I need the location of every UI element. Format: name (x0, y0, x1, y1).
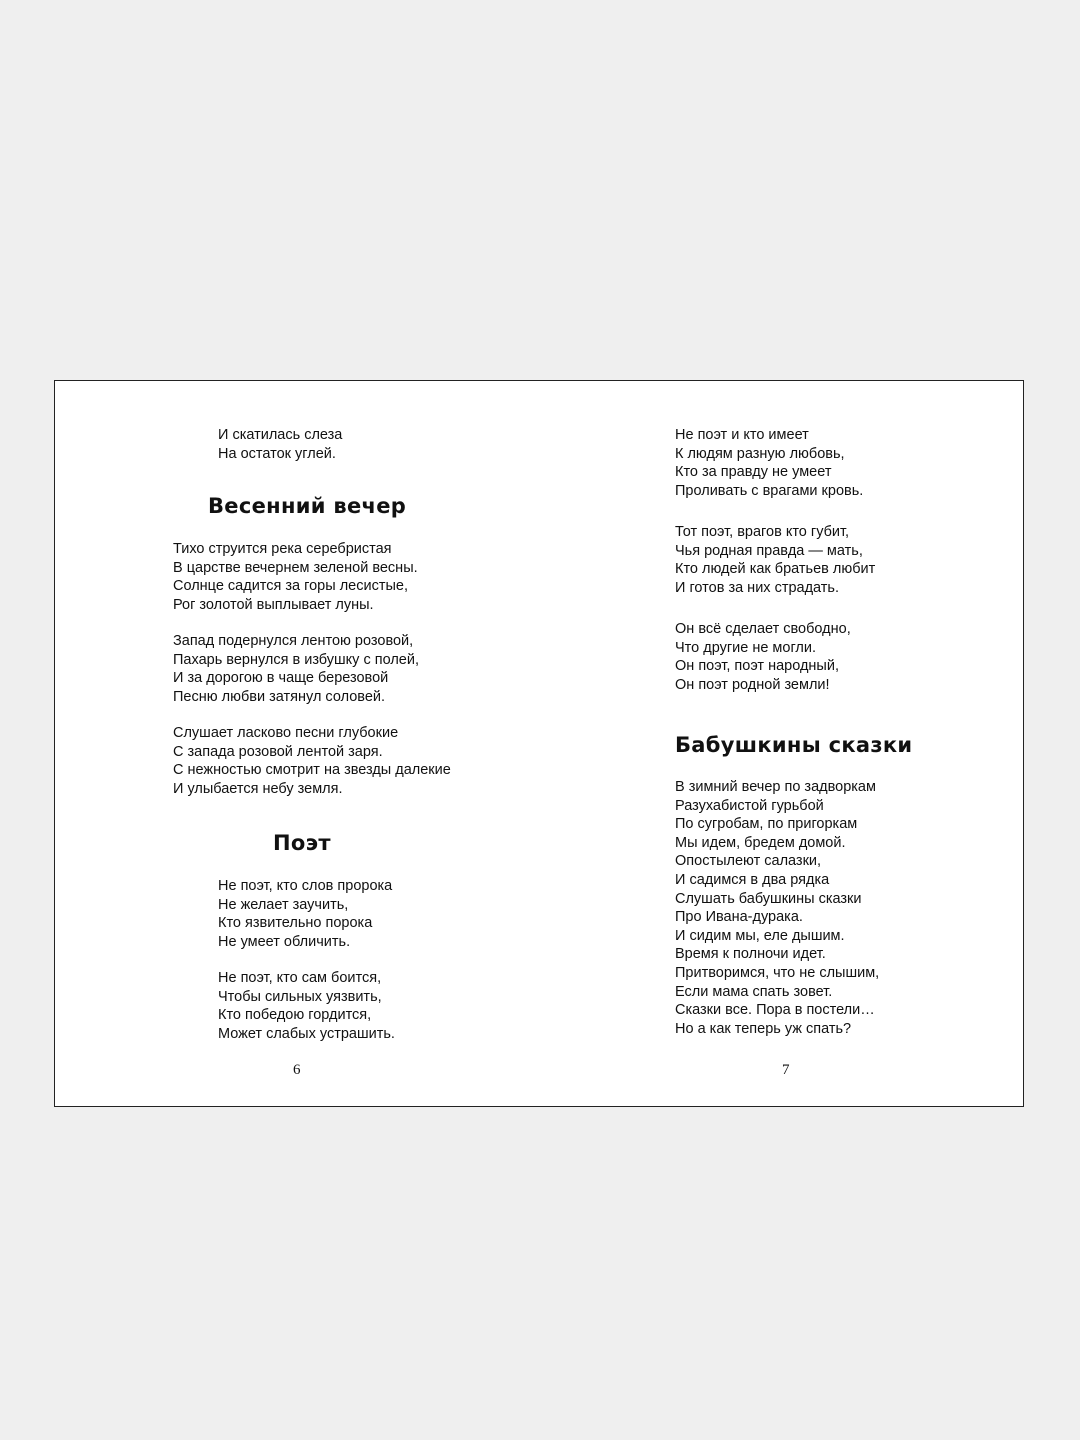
stanza (173, 724, 451, 798)
verse-line: Солнце садится за горы лесистые, (173, 578, 408, 595)
verse-line: Пахарь вернулся в избушку с полей, (173, 651, 419, 668)
poem-title-vesenniy-vecher: Весенний вечер (208, 494, 407, 518)
stanza (218, 969, 395, 1043)
verse-line: Про Ивана-дурака. (675, 909, 803, 926)
verse-line: Если мама спать зовет. (675, 983, 833, 1000)
verse-line: Чья родная правда — мать, (675, 542, 863, 559)
intro-stanza (218, 426, 342, 463)
verse-line: Опостылеют салазки, (675, 853, 822, 870)
verse-line: Проливать с врагами кровь. (675, 482, 864, 499)
verse-line: Мы идем, бредем домой. (675, 834, 846, 851)
verse-line: Чтобы сильных уязвить, (218, 988, 382, 1005)
verse-line: Песню любви затянул соловей. (173, 688, 386, 705)
verse-line: Не поэт, кто сам боится, (218, 970, 382, 986)
verse-line: По сугробам, по пригоркам (675, 816, 858, 833)
verse-line: На остаток углей. (218, 445, 336, 462)
poem-title-babushkiny-skazki: Бабушкины сказки (675, 733, 913, 757)
left-page (55, 381, 540, 1106)
verse-line: В царстве вечернем зеленой весны. (173, 559, 418, 576)
verse-line: С запада розовой лентой заря. (173, 743, 383, 760)
verse-line: Он поэт родной земли! (675, 676, 830, 693)
verse-line: Не поэт и кто имеет (675, 427, 809, 443)
verse-line: Не поэт, кто слов пророка (218, 878, 393, 894)
verse-line: И за дорогою в чаще березовой (173, 670, 389, 687)
verse-line: Что другие не могли. (675, 639, 817, 656)
stanza (173, 632, 419, 706)
verse-line: И скатилась слеза (218, 427, 343, 443)
verse-line: Но а как теперь уж спать? (675, 1020, 852, 1037)
verse-line: Он всё сделает свободно, (675, 621, 851, 637)
verse-line: К людям разную любовь, (675, 445, 845, 462)
verse-line: Кто людей как братьев любит (675, 561, 876, 578)
verse-line: Кто за правду не умеет (675, 464, 832, 481)
verse-line: Тот поэт, врагов кто губит, (675, 524, 850, 540)
verse-line: Сказки все. Пора в постели… (675, 1002, 875, 1019)
poem-title-poet: Поэт (273, 831, 331, 855)
book-spread (54, 380, 1024, 1107)
stanza (675, 426, 863, 500)
verse-line: С нежностью смотрит на звезды далекие (173, 762, 451, 779)
verse-line: В зимний вечер по задворкам (675, 779, 876, 795)
verse-line: Тихо струится река серебристая (173, 541, 392, 557)
stanza (173, 540, 418, 614)
verse-line: Кто язвительно порока (218, 915, 373, 932)
verse-line: Не умеет обличить. (218, 933, 351, 950)
verse-line: Рог золотой выплывает луны. (173, 596, 374, 613)
verse-line: Он поэт, поэт народный, (675, 658, 839, 675)
verse-line: И садимся в два рядка (675, 871, 830, 888)
stanza (675, 620, 851, 694)
right-page (540, 381, 1025, 1106)
verse-line: И улыбается небу земля. (173, 780, 343, 797)
verse-line: Может слабых устрашить. (218, 1025, 395, 1042)
page-number-right: 7 (782, 1062, 790, 1078)
verse-line: И сидим мы, еле дышим. (675, 927, 845, 944)
stanza (218, 877, 392, 951)
stanza (675, 523, 875, 597)
verse-line: Слушать бабушкины сказки (675, 890, 862, 907)
verse-line: Время к полночи идет. (675, 946, 826, 963)
poem-babushkiny-skazki (675, 778, 879, 1038)
verse-line: Кто победою гордится, (218, 1007, 372, 1024)
verse-line: Притворимся, что не слышим, (675, 964, 880, 981)
verse-line: Слушает ласково песни глубокие (173, 725, 399, 741)
verse-line: И готов за них страдать. (675, 579, 840, 596)
verse-line: Запад подернулся лентою розовой, (173, 633, 414, 649)
verse-line: Разухабистой гурьбой (675, 797, 824, 814)
page-number-left: 6 (293, 1062, 301, 1078)
verse-line: Не желает заучить, (218, 896, 349, 913)
